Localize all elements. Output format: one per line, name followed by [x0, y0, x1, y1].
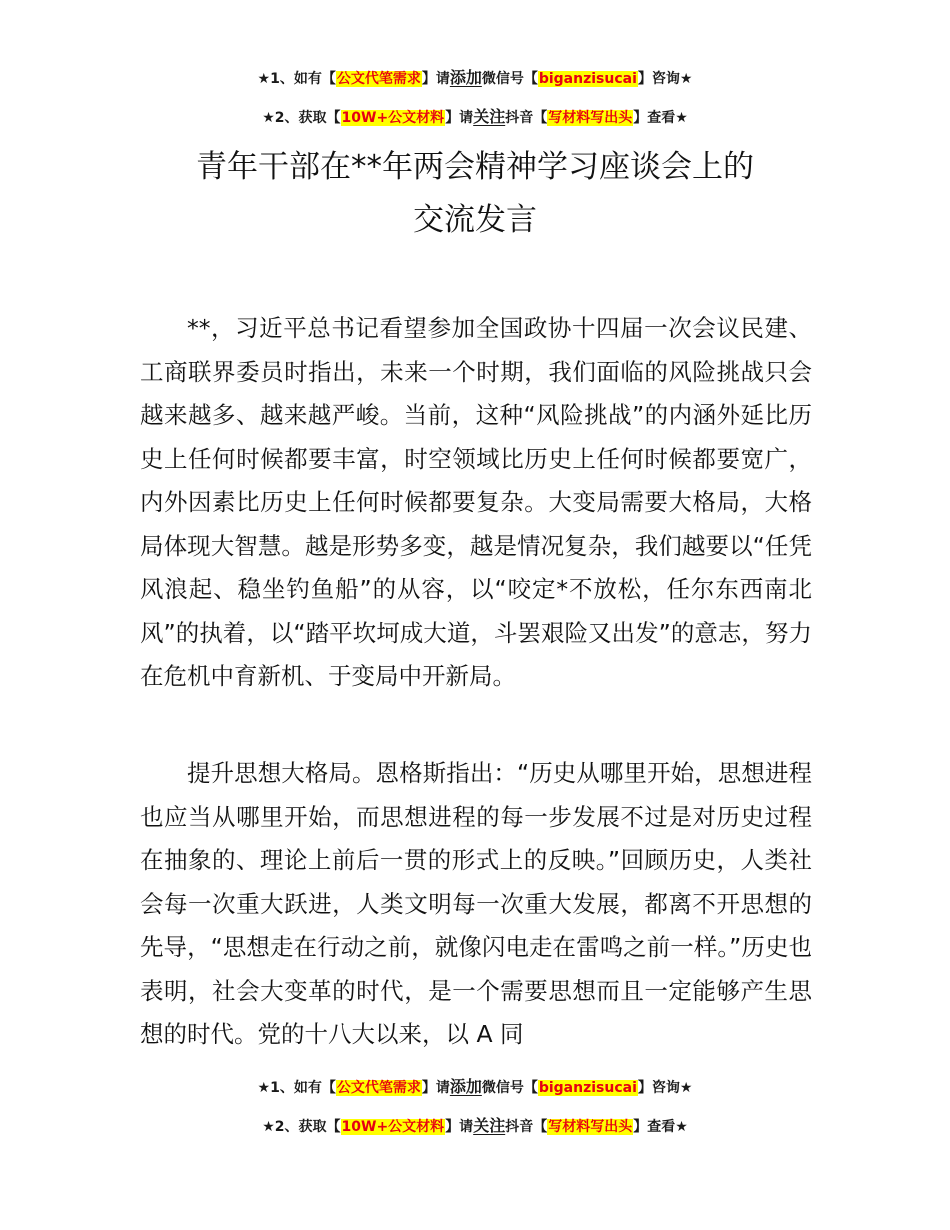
header-promo-line-2	[0, 107, 950, 128]
promo-prefix: ★1、如有【	[257, 71, 336, 87]
promo-highlight-wechat-id: biganzisucai	[538, 71, 637, 87]
promo-text: 】请	[445, 110, 474, 126]
footer-promo-line-2	[0, 1116, 950, 1137]
promo-highlight-douyin-account: 写材料写出头	[548, 1119, 633, 1135]
header-promo-line-1	[0, 68, 950, 89]
promo-text: 微信号【	[481, 71, 538, 87]
footer-promo-line-1	[0, 1077, 950, 1098]
promo-highlight-douyin-account: 写材料写出头	[548, 110, 633, 126]
promo-underlined-action: 添加	[449, 68, 482, 87]
promo-text: 】请	[421, 1080, 450, 1096]
promo-text: 】请	[421, 71, 450, 87]
promo-suffix: 】查看★	[633, 110, 688, 126]
promo-prefix: ★2、获取【	[262, 1119, 341, 1135]
promo-text: 抖音【	[505, 110, 548, 126]
promo-text: 微信号【	[481, 1080, 538, 1096]
promo-underlined-action: 关注	[473, 107, 506, 126]
document-title-line-2: 交流发言	[413, 202, 537, 238]
promo-suffix: 】咨询★	[637, 71, 693, 87]
promo-suffix: 】查看★	[633, 1119, 688, 1135]
promo-prefix: ★1、如有【	[257, 1080, 336, 1096]
promo-text: 】请	[445, 1119, 474, 1135]
promo-suffix: 】咨询★	[637, 1080, 693, 1096]
promo-highlight-materials: 10W+公文材料	[341, 1119, 445, 1135]
promo-highlight-service: 公文代笔需求	[336, 1080, 421, 1096]
promo-text: 抖音【	[505, 1119, 548, 1135]
promo-underlined-action: 添加	[449, 1077, 482, 1096]
promo-underlined-action: 关注	[473, 1116, 506, 1135]
body-paragraph-2: 提升思想大格局。恩格斯指出：“历史从哪里开始，思想进程也应当从哪里开始，而思想进程的每一步发展不过是对历史过程在抽象的、理论上前后一贯的形式上的反映。”回顾历史，人类社会每一次重大跃进，人类文明每一次重大发展，都离不开思想的先导，“思想走在行动之前，就像闪电走在雷鸣之前一样。”历史也表明，社会大变革的时代，是一个需要思想而且一定能够产生思想的时代。党的十八大以来，以 A 同	[140, 759, 812, 1048]
promo-highlight-materials: 10W+公文材料	[341, 110, 445, 126]
document-title-line-1: 青年干部在**年两会精神学习座谈会上的	[196, 149, 754, 185]
promo-highlight-service: 公文代笔需求	[336, 71, 421, 87]
body-paragraph-1: **，习近平总书记看望参加全国政协十四届一次会议民建、工商联界委员时指出，未来一个时期，我们面临的风险挑战只会越来越多、越来越严峻。当前，这种“风险挑战”的内涵外延比历史上任何时候都要丰富，时空领域比历史上任何时候都要宽广，内外因素比历史上任何时候都要复杂。大变局需要大格局，大格局体现大智慧。越是形势多变，越是情况复杂，我们越要以“任凭风浪起、稳坐钓鱼船”的从容，以“咬定*不放松，任尔东西南北风”的执着，以“踏平坎坷成大道，斗罢艰险又出发”的意志，努力在危机中育新机、于变局中开新局。	[140, 314, 812, 690]
promo-prefix: ★2、获取【	[262, 110, 341, 126]
promo-highlight-wechat-id: biganzisucai	[538, 1080, 637, 1096]
